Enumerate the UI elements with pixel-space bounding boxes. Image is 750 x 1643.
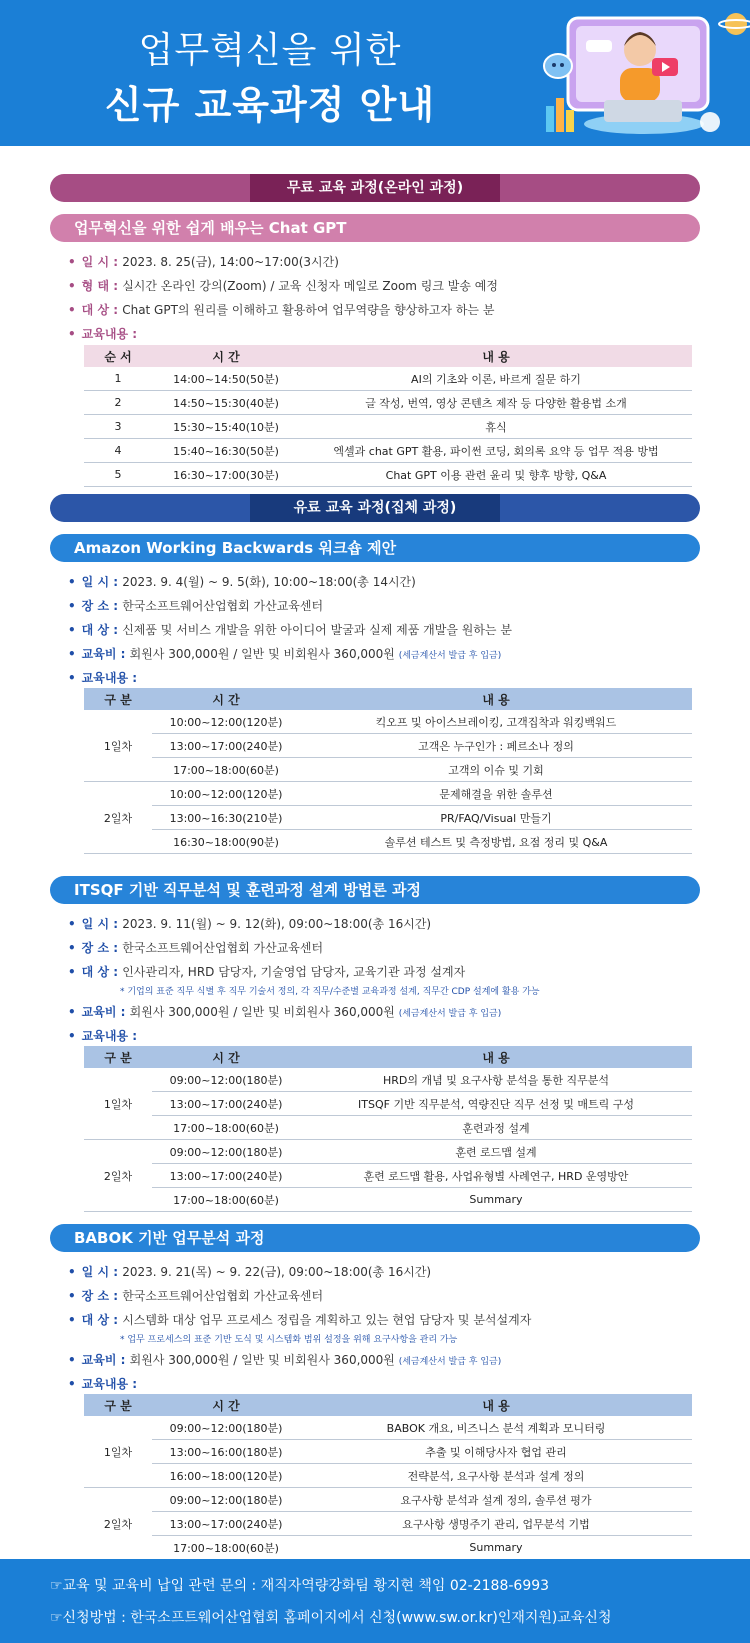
- table-header-row: 구 분 시 간 내 용: [84, 1046, 692, 1068]
- col-content: 내 용: [300, 345, 692, 367]
- footer-apply[interactable]: ☞신청방법 : 한국소프트웨어산업협회 홈페이지에서 신청(www.sw.or.kr)인재지원)교육신청: [50, 1610, 612, 1626]
- table-row: 1일차 09:00~12:00(180분) HRD의 개념 및 요구사항 분석을 통한 직무분석: [84, 1068, 692, 1092]
- table-row: 1 14:00~14:50(50분) AI의 기초와 이론, 바르게 질문 하기: [84, 367, 692, 391]
- table-row: 17:00~18:00(60분) Summary: [84, 1188, 692, 1212]
- course-info-row: • 교육비 : 회원사 300,000원 / 일반 및 비회원사 360,000원 (세금계산서 발급 후 입금): [68, 647, 502, 661]
- online-learning-illustration: [540, 0, 750, 146]
- course-title-amazon: Amazon Working Backwards 워크숍 제안: [50, 534, 700, 562]
- table-row: 13:00~17:00(240분) ITSQF 기반 직무분석, 역량진단 직무 선정 및 매트릭 구성: [84, 1092, 692, 1116]
- course-info-row: • 장 소 : 한국소프트웨어산업협회 가산교육센터: [68, 1289, 324, 1303]
- table-row: 2일차 09:00~12:00(180분) 요구사항 분석과 설계 정의, 솔루션 평가: [84, 1488, 692, 1512]
- free-info-target: • 대 상 : Chat GPT의 원리를 이해하고 활용하여 업무역량을 향상하고자 하는 분: [68, 303, 495, 317]
- course-target-note: * 기업의 표준 직무 식별 후 직무 기술서 정의, 각 직무/수준별 교육과정 설계, 직무간 CDP 설계에 활용 가능: [120, 987, 540, 997]
- col-order: 순 서: [84, 345, 152, 367]
- course-info-row: • 교육비 : 회원사 300,000원 / 일반 및 비회원사 360,000원 (세금계산서 발급 후 입금): [68, 1005, 502, 1019]
- free-info-date: • 일 시 : 2023. 8. 25(금), 14:00~17:00(3시간): [68, 255, 339, 269]
- table-row: 13:00~16:00(180분) 추출 및 이해당사자 협업 관리: [84, 1440, 692, 1464]
- day-cell: 2일차: [84, 782, 152, 854]
- table-row: 1일차 09:00~12:00(180분) BABOK 개요, 비즈니스 분석 계획과 모니터링: [84, 1416, 692, 1440]
- table-row: 13:00~16:30(210분) PR/FAQ/Visual 만들기: [84, 806, 692, 830]
- free-section-label: 무료 교육 과정(온라인 과정): [250, 174, 500, 202]
- table-row: 5 16:30~17:00(30분) Chat GPT 이용 관련 윤리 및 향후 방향, Q&A: [84, 463, 692, 487]
- table-row: 16:30~18:00(90분) 솔루션 테스트 및 측정방법, 요점 정리 및 Q&A: [84, 830, 692, 854]
- table-row: 13:00~17:00(240분) 요구사항 생명주기 관리, 업무분석 기법: [84, 1512, 692, 1536]
- free-info-format: • 형 태 : 실시간 온라인 강의(Zoom) / 교육 신청자 메일로 Zoom 링크 발송 예정: [68, 279, 498, 293]
- course-info-row: • 대 상 : 시스템화 대상 업무 프로세스 정립을 계획하고 있는 현업 담당자 및 분석설계자: [68, 1313, 532, 1327]
- table-row: 13:00~17:00(240분) 훈련 로드맵 활용, 사업유형별 사례연구, HRD 운영방안: [84, 1164, 692, 1188]
- day-cell: 1일차: [84, 710, 152, 782]
- course-content-label: • 교육내용 :: [68, 671, 138, 685]
- free-course-title: 업무혁신을 위한 쉽게 배우는 Chat GPT: [50, 214, 700, 242]
- table-header-row: 구 분 시 간 내 용: [84, 1394, 692, 1416]
- course-target-note: * 업무 프로세스의 표준 기반 도식 및 시스템화 범위 설정을 위해 요구사항을 관리 가능: [120, 1335, 458, 1345]
- table-header-row: [84, 345, 692, 367]
- table-row: 17:00~18:00(60분) 고객의 이슈 및 기회: [84, 758, 692, 782]
- course-schedule-table: [84, 1046, 692, 1212]
- course-schedule-table: [84, 688, 692, 854]
- course-info-row: • 장 소 : 한국소프트웨어산업협회 가산교육센터: [68, 599, 324, 613]
- course-content-label: • 교육내용 :: [68, 1377, 138, 1391]
- header-banner: [0, 0, 750, 146]
- course-schedule-table: [84, 1394, 692, 1560]
- free-section-bar: [50, 174, 700, 202]
- table-header-row: 구 분 시 간 내 용: [84, 688, 692, 710]
- table-row: 2일차 09:00~12:00(180분) 훈련 로드맵 설계: [84, 1140, 692, 1164]
- course-title-babok: BABOK 기반 업무분석 과정: [50, 1224, 700, 1252]
- course-title-itsqf: ITSQF 기반 직무분석 및 훈련과정 설계 방법론 과정: [50, 876, 700, 904]
- course-info-row: • 일 시 : 2023. 9. 21(목) ~ 9. 22(금), 09:00~18:00(총 16시간): [68, 1265, 432, 1279]
- day-cell: 2일차: [84, 1140, 152, 1212]
- free-schedule-table: [84, 345, 692, 487]
- course-content-label: • 교육내용 :: [68, 1029, 138, 1043]
- course-info-row: • 대 상 : 신제품 및 서비스 개발을 위한 아이디어 발굴과 실제 제품 개발을 원하는 분: [68, 623, 512, 637]
- title-line-2: 신규 교육과정 안내: [104, 83, 436, 127]
- col-time: 시 간: [152, 345, 300, 367]
- footer: [0, 1559, 750, 1643]
- day-cell: 1일차: [84, 1068, 152, 1140]
- table-row: 2일차 10:00~12:00(120분) 문제해결을 위한 솔루션: [84, 782, 692, 806]
- table-row: 4 15:40~16:30(50분) 엑셀과 chat GPT 활용, 파이썬 코딩, 회의록 요약 등 업무 적용 방법: [84, 439, 692, 463]
- table-row: 1일차 10:00~12:00(120분) 킥오프 및 아이스브레이킹, 고객집착과 워킹백워드: [84, 710, 692, 734]
- content-area: [0, 146, 750, 1559]
- footer-inquiry: ☞교육 및 교육비 납입 관련 문의 : 재직자역량강화팀 황지현 책임 02-2188-6993: [50, 1578, 550, 1594]
- table-row: 17:00~18:00(60분) 훈련과정 설계: [84, 1116, 692, 1140]
- free-content-label: • 교육내용 :: [68, 327, 138, 341]
- day-cell: 2일차: [84, 1488, 152, 1560]
- table-row: 16:00~18:00(120분) 전략분석, 요구사항 분석과 설계 정의: [84, 1464, 692, 1488]
- table-row: 17:00~18:00(60분) Summary: [84, 1536, 692, 1560]
- course-info-row: • 장 소 : 한국소프트웨어산업협회 가산교육센터: [68, 941, 324, 955]
- table-row: 13:00~17:00(240분) 고객은 누구인가 : 페르소나 정의: [84, 734, 692, 758]
- course-info-row: • 일 시 : 2023. 9. 11(월) ~ 9. 12(화), 09:00~18:00(총 16시간): [68, 917, 432, 931]
- paid-section-label: 유료 교육 과정(집체 과정): [250, 494, 500, 522]
- table-row: 3 15:30~15:40(10분) 휴식: [84, 415, 692, 439]
- course-info-row: • 교육비 : 회원사 300,000원 / 일반 및 비회원사 360,000원 (세금계산서 발급 후 입금): [68, 1353, 502, 1367]
- day-cell: 1일차: [84, 1416, 152, 1488]
- course-info-row: • 대 상 : 인사관리자, HRD 담당자, 기술영업 담당자, 교육기관 과정 설계자: [68, 965, 466, 979]
- title-line-1: 업무혁신을 위한: [138, 30, 402, 71]
- course-info-row: • 일 시 : 2023. 9. 4(월) ~ 9. 5(화), 10:00~18:00(총 14시간): [68, 575, 416, 589]
- table-row: 2 14:50~15:30(40분) 글 작성, 번역, 영상 콘텐츠 제작 등 다양한 활용법 소개: [84, 391, 692, 415]
- paid-section-bar: [50, 494, 700, 522]
